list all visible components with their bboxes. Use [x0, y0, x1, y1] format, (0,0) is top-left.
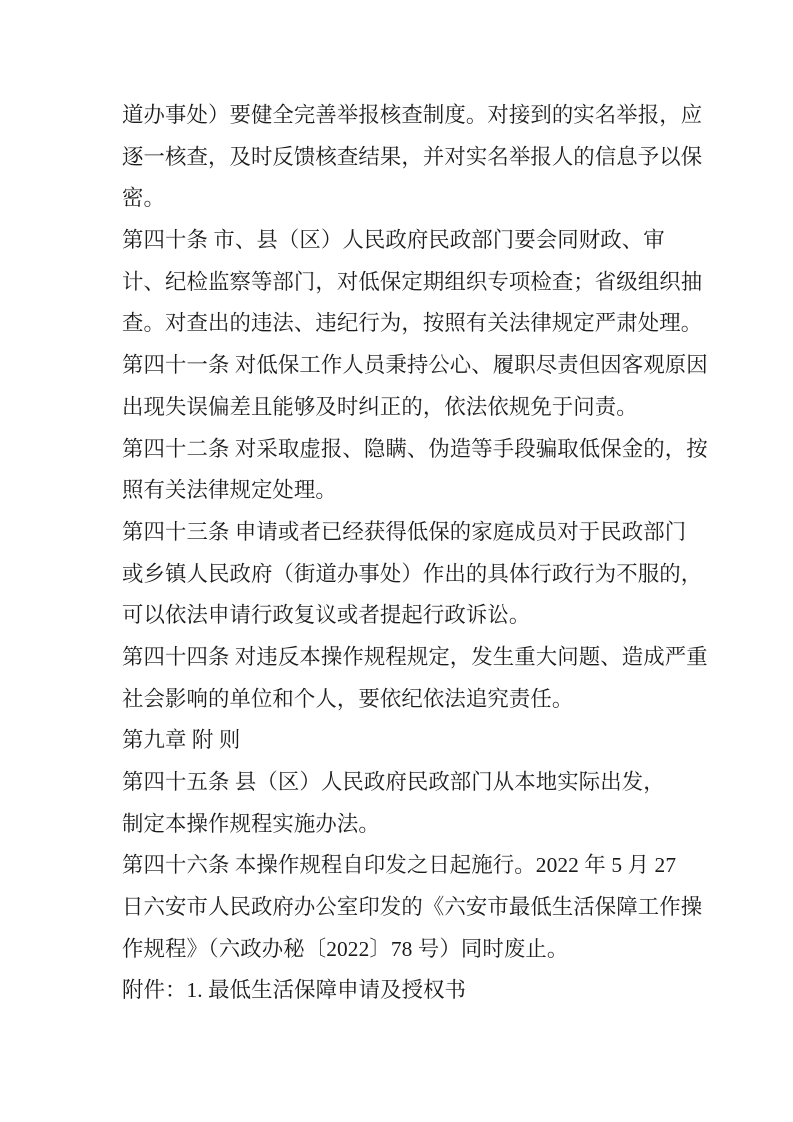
document-line: 社会影响的单位和个人，要依纪依法追究责任。: [122, 686, 574, 711]
document-line: 制定本操作规程实施办法。: [122, 811, 380, 836]
document-line: 第四十四条 对违反本操作规程规定，发生重大问题、造成严重: [122, 644, 708, 669]
document-line: 道办事处）要健全完善举报核查制度。对接到的实名举报，应: [122, 103, 703, 127]
document-line: 第四十二条 对采取虚报、隐瞒、伪造等手段骗取低保金的，按: [122, 436, 708, 461]
document-line: 第四十六条 本操作规程自印发之日起施行。2022 年 5 月 27: [122, 853, 677, 878]
document-line: 计、纪检监察等部门，对低保定期组织专项检查；省级组织抽: [122, 269, 703, 294]
document-line: 查。对查出的违法、违纪行为，按照有关法律规定严肃处理。: [122, 311, 703, 336]
document-line: 第四十一条 对低保工作人员秉持公心、履职尽责但因客观原因: [122, 353, 708, 378]
document-line: 可以依法申请行政复议或者提起行政诉讼。: [122, 603, 531, 628]
document-line: 第四十五条 县（区）人民政府民政部门从本地实际出发，: [122, 770, 665, 794]
document-text-block: [122, 95, 722, 1012]
document-line: 作规程》（六政办秘〔2022〕78 号）同时废止。: [122, 936, 569, 961]
document-line: 日六安市人民政府办公室印发的《六安市最低生活保障工作操: [122, 895, 703, 920]
document-line: 第四十条 市、县（区）人民政府民政部门要会同财政、审: [122, 228, 665, 253]
document-line: 或乡镇人民政府（街道办事处）作出的具体行政行为不服的，: [122, 561, 703, 586]
document-line: 逐一核查，及时反馈核查结果，并对实名举报人的信息予以保: [122, 144, 703, 169]
document-line: 照有关法律规定处理。: [122, 478, 337, 503]
document-line: 第四十三条 申请或者已经获得低保的家庭成员对于民政部门: [122, 519, 687, 544]
document-attachment-line: 附件：1. 最低生活保障申请及授权书: [122, 978, 467, 1003]
document-chapter-heading: 第九章 附 则: [122, 728, 241, 753]
document-line: 出现失误偏差且能够及时纠正的，依法依规免于问责。: [122, 394, 638, 419]
document-line: 密。: [122, 186, 165, 211]
